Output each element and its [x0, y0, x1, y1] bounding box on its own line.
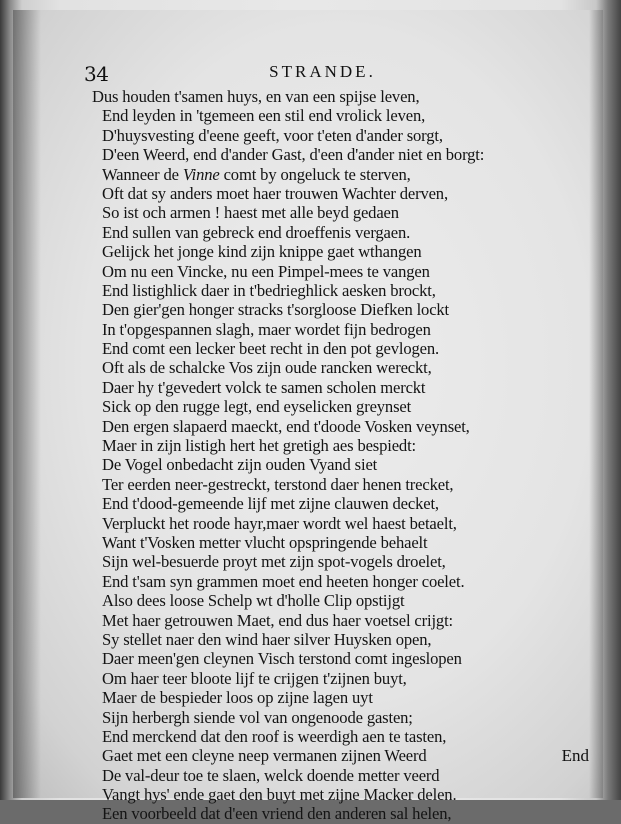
verse-line: Want t'Vosken metter vlucht opspringende behaelt	[102, 532, 428, 552]
verse-line: Also dees loose Schelp wt d'holle Clip opstijgt	[102, 591, 405, 611]
verse-line: Maer in zijn listigh hert het gretigh aes bespiedt:	[102, 436, 417, 456]
verse-line: Oft dat sy anders moet haer trouwen Wachter derven,	[102, 183, 448, 203]
verse-line: Vangt hys' ende gaet den buyt met zijne Macker delen.	[102, 785, 457, 805]
verse-line: Den gier'gen honger stracks t'sorgloose Diefken lockt	[102, 300, 450, 320]
verse-line: Een voorbeeld dat d'een vriend den anderen sal helen,	[102, 804, 452, 824]
verse-line: Met haer getrouwen Maet, end dus haer voetsel crijgt:	[102, 610, 453, 630]
verse-line: End merckend dat den roof is weerdigh aen te tasten,	[102, 726, 447, 746]
italic-word: Vinne	[182, 164, 220, 184]
verse-line: End comt een lecker beet recht in den pot gevlogen.	[102, 339, 439, 359]
verse-line: In t'opgespannen slagh, maer wordet fijn bedrogen	[102, 319, 431, 339]
verse-line: Gaet met een cleyne neep vermanen zijnen Weerd	[102, 746, 427, 766]
verse-line: Daer hy t'gevedert volck te samen scholen merckt	[102, 377, 426, 397]
verse-line: De val-deur toe te slaen, welck doende metter veerd	[102, 765, 440, 785]
verse-line: Den ergen slapaerd maeckt, end t'doode Vosken veynset,	[102, 416, 470, 436]
page-edge-shadow	[589, 10, 603, 798]
verse-line: Maer de bespieder loos op zijne lagen uyt	[102, 688, 373, 708]
verse-line: Wanneer de Vinne comt by ongeluck te sterven,	[102, 164, 411, 184]
verse-line: End t'dood-gemeende lijf met zijne clauwen decket,	[102, 494, 439, 514]
verse-text	[92, 87, 562, 824]
verse-line: End listighlick daer in t'bedrieghlick aesken brockt,	[102, 280, 436, 300]
verse-line: Gelijck het jonge kind zijn knippe gaet wthangen	[102, 242, 422, 262]
verse-line: D'een Weerd, end d'ander Gast, d'een d'ander niet en borgt:	[102, 145, 485, 165]
verse-line: Sijn herbergh siende vol van ongenoode gasten;	[102, 707, 413, 727]
verse-line: Sijn wel-besuerde proyt met zijn spot-vogels droelet,	[102, 552, 446, 572]
verse-line: Verpluckt het roode hayr,maer wordt wel haest betaelt,	[102, 513, 457, 533]
verse-line: Daer meen'gen cleynen Visch terstond comt ingeslopen	[102, 649, 462, 669]
verse-line: Om haer teer bloote lijf te crijgen t'zijnen buyt,	[102, 668, 407, 688]
verse-line: Sy stellet naer den wind haer silver Huysken open,	[102, 629, 432, 649]
catchword: End	[561, 746, 589, 765]
verse-line: End leyden in 'tgemeen een stil end vrolick leven,	[102, 106, 426, 126]
verse-line: Ter eerden neer-gestreckt, terstond daer henen trecket,	[102, 474, 454, 494]
spine-shadow	[13, 10, 41, 798]
verse-line: End t'sam syn grammen moet end heeten honger coelet.	[102, 571, 465, 591]
verse-line: D'huysvesting d'eene geeft, voor t'eten d'ander sorgt,	[102, 125, 443, 145]
verse-line: Om nu een Vincke, nu een Pimpel-mees te vangen	[102, 261, 430, 281]
verse-line: De Vogel onbedacht zijn ouden Vyand siet	[102, 455, 378, 475]
verse-line: Oft als de schalcke Vos zijn oude rancken wereckt,	[102, 358, 432, 378]
verse-line: So ist och armen ! haest met alle beyd gedaen	[102, 203, 399, 223]
verse-line: End sullen van gebreck end droeffenis vergaen.	[102, 222, 411, 242]
page-number: 34	[84, 62, 109, 86]
verse-line: Dus houden t'samen huys, en van een spijse leven,	[92, 87, 420, 106]
running-head: STRANDE.	[269, 62, 376, 81]
verse-line: Sick op den rugge legt, end eyselicken greynset	[102, 397, 412, 417]
